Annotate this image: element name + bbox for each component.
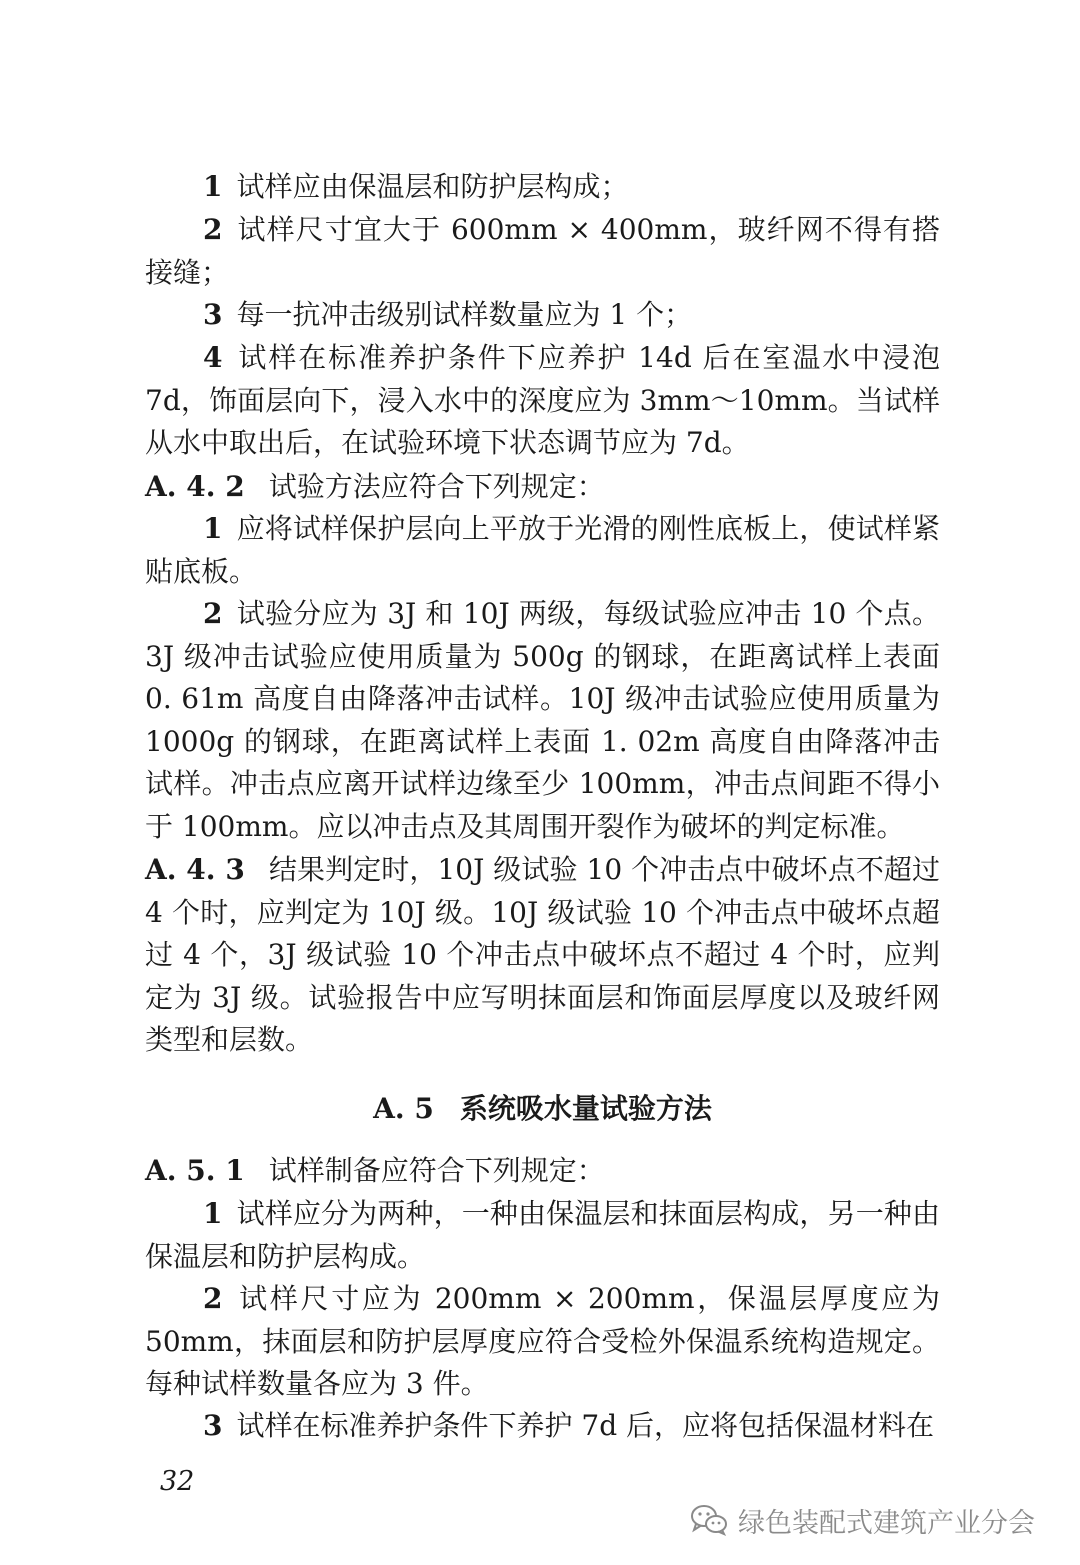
- item-number: 3: [203, 1409, 223, 1442]
- section-heading: [145, 1088, 940, 1130]
- section-number: A. 5: [373, 1092, 434, 1125]
- list-item: [145, 166, 940, 209]
- wechat-icon: [690, 1504, 728, 1536]
- item-text: 试样尺寸应为 200mm × 200mm，保温层厚度应为 50mm，抹面层和防护层厚度应符合受检外保温系统构造规定。每种试样数量各应为 3 件。: [145, 1282, 940, 1400]
- clause-number: A. 4. 2: [145, 470, 245, 503]
- item-number: 2: [203, 1282, 223, 1315]
- item-text: 应将试样保护层向上平放于光滑的刚性底板上，使试样紧贴底板。: [145, 512, 940, 588]
- clause-text: 试验方法应符合下列规定：: [268, 470, 605, 503]
- watermark: [690, 1500, 1035, 1540]
- list-item: [145, 1193, 940, 1278]
- clause-number: A. 4. 3: [145, 853, 245, 886]
- item-text: 试验分应为 3J 和 10J 两级，每级试验应冲击 10 个点。3J 级冲击试验应使用质量为 500g 的钢球，在距离试样上表面 0. 61m 高度自由降落冲击试样。10J 级冲击试验应使用质量为 1000g 的钢球，在距离试样上表面 1. 02m 高度自由降落冲击试样。冲击点应离开试样边缘至少 100mm，冲击点间距不得小于 100mm。应以冲击点及其周围开裂作为破坏的判定标准。: [145, 597, 940, 843]
- item-text: 试样应由保温层和防护层构成；: [236, 170, 629, 203]
- item-number: 4: [203, 341, 223, 374]
- item-text: 试样在标准养护条件下养护 7d 后，应将包括保温材料在: [236, 1409, 935, 1442]
- page-number: 32: [160, 1466, 195, 1497]
- list-item: [145, 337, 940, 465]
- item-number: 1: [203, 170, 223, 203]
- list-item: [145, 209, 940, 294]
- clause-number: A. 5. 1: [145, 1154, 245, 1187]
- clause-text: 结果判定时，10J 级试验 10 个冲击点中破坏点不超过 4 个时，应判定为 10J 级。10J 级试验 10 个冲击点中破坏点超过 4 个，3J 级试验 10 个冲击点中破坏点不超过 4 个时，应判定为 3J 级。试验报告中应写明抹面层和饰面层厚度以及玻纤网类型和层数。: [145, 853, 941, 1056]
- item-number: 2: [203, 597, 223, 630]
- clause-paragraph: [145, 466, 940, 509]
- clause-paragraph: [145, 849, 940, 1062]
- item-number: 3: [203, 298, 223, 331]
- item-number: 1: [203, 512, 223, 545]
- list-item: [145, 1405, 940, 1448]
- section-title: 系统吸水量试验方法: [459, 1092, 712, 1125]
- item-text: 试样应分为两种，一种由保温层和抹面层构成，另一种由保温层和防护层构成。: [145, 1197, 940, 1273]
- item-text: 每一抗冲击级别试样数量应为 1 个；: [236, 298, 693, 331]
- list-item: [145, 508, 940, 593]
- item-text: 试样在标准养护条件下应养护 14d 后在室温水中浸泡 7d，饰面层向下，浸入水中的深度应为 3mm～10mm。当试样从水中取出后，在试验环境下状态调节应为 7d。: [145, 341, 940, 459]
- watermark-text: 绿色装配式建筑产业分会: [738, 1507, 1035, 1539]
- list-item: [145, 593, 940, 848]
- list-item: [145, 294, 940, 337]
- item-text: 试样尺寸宜大于 600mm × 400mm，玻纤网不得有搭接缝；: [145, 213, 940, 289]
- item-number: 1: [203, 1197, 223, 1230]
- clause-text: 试样制备应符合下列规定：: [268, 1154, 605, 1187]
- item-number: 2: [203, 213, 223, 246]
- clause-paragraph: [145, 1150, 940, 1193]
- list-item: [145, 1278, 940, 1406]
